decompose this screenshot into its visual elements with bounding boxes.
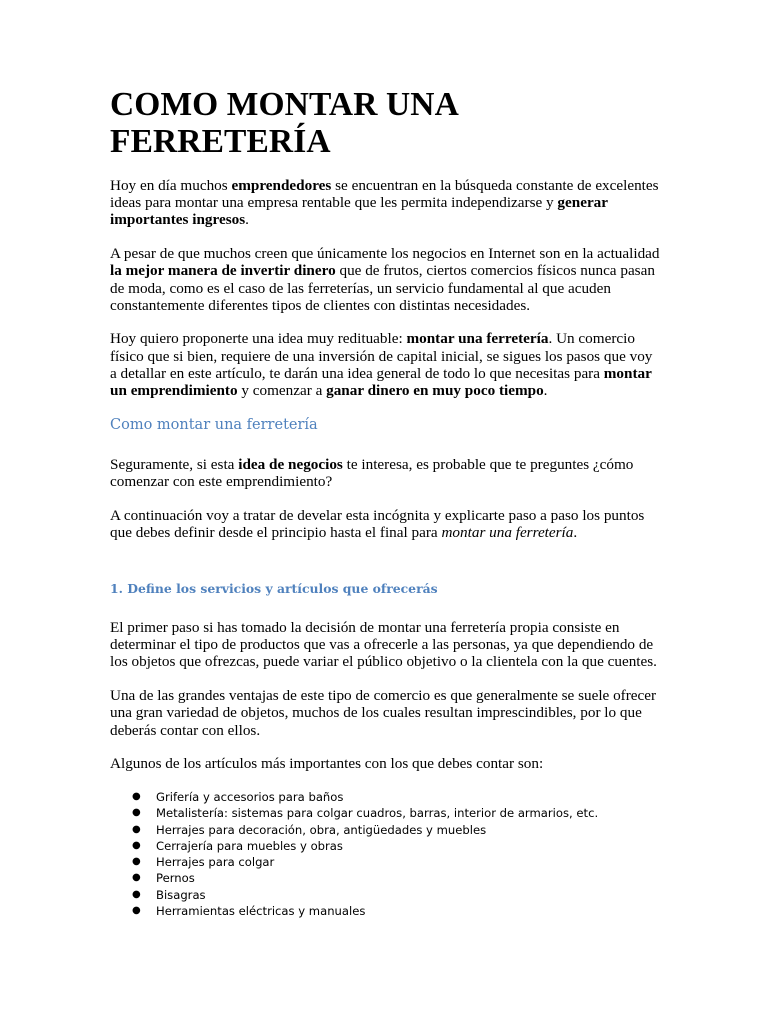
- text-run: .: [245, 211, 249, 229]
- list-item: [110, 838, 662, 854]
- list-item: [110, 805, 662, 821]
- intro-paragraph: [110, 177, 662, 229]
- bold-run: emprendedores: [231, 177, 332, 194]
- bullet-icon: ●: [132, 856, 141, 868]
- text-run: .: [573, 523, 578, 541]
- text-run: . Un comercio físico que si bien, requiere de una inversión de capital inicial, se sigues los pasos que voy a detallar en este artículo, te darán una idea general de todo lo que necesitas para: [110, 330, 653, 382]
- document-page: [110, 86, 662, 919]
- list-item-label: Herrajes para colgar: [156, 855, 275, 870]
- list-item-label: Herramientas eléctricas y manuales: [156, 904, 366, 919]
- list-item: [110, 789, 662, 805]
- text-run: que de frutos, ciertos comercios físicos nunca pasan de moda, como es el caso de las ferreterías, un servicio fundamental al que acuden constantemente diferentes tipos de clientes con distintas necesidades.: [110, 262, 655, 314]
- bullet-icon: ●: [132, 823, 141, 835]
- title-line-1: COMO MONTAR UNA: [110, 86, 459, 123]
- articles-list: [110, 789, 662, 919]
- bold-run: generar importantes ingresos: [110, 194, 608, 229]
- bullet-icon: ●: [132, 905, 141, 917]
- text-run: A pesar de que muchos creen que únicamente los negocios en Internet son en la actualidad: [110, 245, 660, 263]
- list-item: [110, 887, 662, 903]
- bold-run: montar una ferretería: [406, 330, 549, 348]
- bullet-icon: ●: [132, 790, 141, 802]
- bold-run: idea de negocios: [238, 455, 343, 473]
- list-item-label: Bisagras: [156, 887, 206, 902]
- list-item: [110, 822, 662, 838]
- italic-run: montar una ferretería: [441, 523, 574, 541]
- list-item: [110, 854, 662, 870]
- list-item: [110, 870, 662, 886]
- section-heading: Como montar una ferretería: [110, 416, 318, 433]
- sixth-paragraph: El primer paso si has tomado la decisión de montar una ferretería propia consiste en determinar el tipo de productos que vas a ofrecerle a las personas, ya que dependiendo de los objetos que ofrezcas, puede variar el público objetivo o la clientela con la que cuentes.: [110, 619, 657, 671]
- text-run: y comenzar a: [237, 382, 327, 400]
- third-paragraph: [110, 330, 662, 399]
- list-item-label: Herrajes para decoración, obra, antigüedades y muebles: [156, 822, 487, 837]
- fourth-paragraph: [110, 456, 662, 490]
- document-title: [110, 86, 662, 160]
- title-line-2: FERRETERÍA: [110, 123, 331, 160]
- eighth-paragraph: Algunos de los artículos más importantes con los que debes contar son:: [110, 755, 544, 773]
- list-item-label: Metalistería: sistemas para colgar cuadros, barras, interior de armarios, etc.: [156, 806, 599, 821]
- bold-run: la mejor manera de invertir dinero: [110, 262, 336, 280]
- text-run: se encuentran en la búsqueda constante de excelentes ideas para montar una empresa rentable que les permita independizarse y: [110, 177, 659, 212]
- bullet-icon: ●: [132, 888, 141, 900]
- list-item-label: Cerrajería para muebles y obras: [156, 838, 343, 853]
- subsection-heading: 1. Define los servicios y artículos que ofrecerás: [110, 581, 438, 597]
- seventh-paragraph: Una de las grandes ventajas de este tipo de comercio es que generalmente se suele ofrecer una gran variedad de objetos, muchos de los cuales resultan imprescindibles, por lo que deberás contar con ellos.: [110, 687, 657, 739]
- bullet-icon: ●: [132, 839, 141, 851]
- bullet-icon: ●: [132, 807, 141, 819]
- list-item: [110, 903, 662, 919]
- second-paragraph: [110, 245, 662, 314]
- text-run: Seguramente, si esta: [110, 455, 239, 473]
- text-run: Hoy quiero proponerte una idea muy redituable:: [110, 330, 407, 348]
- text-run: Hoy en día muchos: [110, 177, 232, 194]
- bullet-icon: ●: [132, 872, 141, 884]
- text-run: .: [543, 382, 548, 400]
- text-run: te interesa, es probable que te preguntes ¿cómo comenzar con este emprendimiento?: [110, 455, 634, 490]
- bold-run: ganar dinero en muy poco tiempo: [326, 382, 544, 400]
- fifth-paragraph: [110, 507, 662, 541]
- bold-run: montar un emprendimiento: [110, 364, 652, 400]
- text-run: A continuación voy a tratar de develar esta incógnita y explicarte paso a paso los puntos que debes definir desde el principio hasta el final para: [110, 506, 645, 541]
- list-item-label: Grifería y accesorios para baños: [156, 789, 344, 804]
- list-item-label: Pernos: [156, 871, 195, 886]
